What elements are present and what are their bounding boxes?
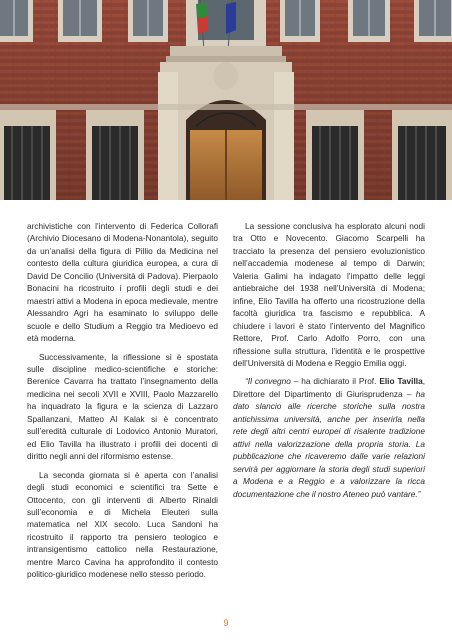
- left-text-column: [27, 220, 218, 587]
- building-facade-photo: [0, 0, 452, 200]
- quote-opening: “Il convegno: [245, 376, 291, 387]
- paragraph: archivistiche con l’intervento di Federica Collorafi (Archivio Diocesano di Modena-Nonantola), seguito da un’analisi della figura di Pillio da Medicina nel contesto della cultura giuridica europea, a cura di David De Concilio (Università di Padova). Pierpaolo Bonacini ha ricostruito i profili degli studi e dei maestri attivi a Modena in epoca medievale, mentre Alessandro Agri ha esaminato lo sviluppo delle scuole e dello Studium a Reggio tra Medioevo ed età moderna.: [27, 221, 218, 344]
- quote-body: ha dato slancio alle ricerche storiche sulla nostra antichissima università, anche per inserirla nella rete degli altri centri europei di risalente tradizione attivi nella valorizzazione della propria storia. La pubblicazione che ricaveremo dalle varie relazioni servirà per aggiornare la storia degli studi superiori a Modena e a Reggio e a valorizzare la ricca documentazione che il nostro Ateneo può vantare.”: [233, 388, 425, 499]
- right-text-column: [233, 220, 425, 506]
- speaker-name: Elio Tavilla: [379, 376, 423, 387]
- paragraph: La sessione conclusiva ha esplorato alcuni nodi tra Otto e Novecento. Giacomo Scarpelli ha tracciato la presenza del pensiero evoluzionistico nell’accademia modenese al tempo di Darwin; Valeria Galimi ha indagato l’impatto delle leggi antiebraiche del 1938 nell’Università di Modena; infine, Elio Tavilla ha offerto una ricostruzione della facoltà giuridica tra fascismo e repubblica. A chiudere i lavori è stato l’intervento del Magnifico Rettore, Prof. Carlo Adolfo Porro, con una riflessione sulla struttura, l’identità e le prospettive dell’Università di Modena e Reggio Emilia oggi.: [233, 221, 425, 368]
- quote-paragraph: [233, 375, 425, 500]
- paragraph: Successivamente, la riflessione si è spostata sulle discipline medico-scientifiche e storiche: Berenice Cavarra ha trattato l’insegnamento della medicina nei secoli XVII e XVIII, Paolo Mazzarello ha inquadrato la figura e la scienza di Lazzaro Spallanzani, Matteo Al Kalak si è concentrato sull’eredità culturale di Lodovico Antonio Muratori, ed Elio Tavilla ha illustrato i profili dei docenti di diritto negli anni del riformismo estense.: [27, 351, 218, 462]
- speaker-role: , Direttore del Dipartimento di Giurisprudenza –: [233, 376, 425, 399]
- page-number: 9: [223, 618, 229, 628]
- quote-attribution: – ha dichiarato il Prof.: [290, 376, 380, 387]
- paragraph: La seconda giornata si è aperta con l’analisi degli studi economici e scientifici tra Sette e Ottocento, con gli interventi di Alberto Rinaldi sull’economia e di Michela Eleuteri sulla matematica nel XIX secolo. Luca Sandoni ha ricostruito il rapporto tra pensiero teologico e intransigentismo cattolico nella Restaurazione, mentre Marco Cavina ha approfondito il contesto politico-giuridico modenese nello stesso periodo.: [27, 469, 218, 580]
